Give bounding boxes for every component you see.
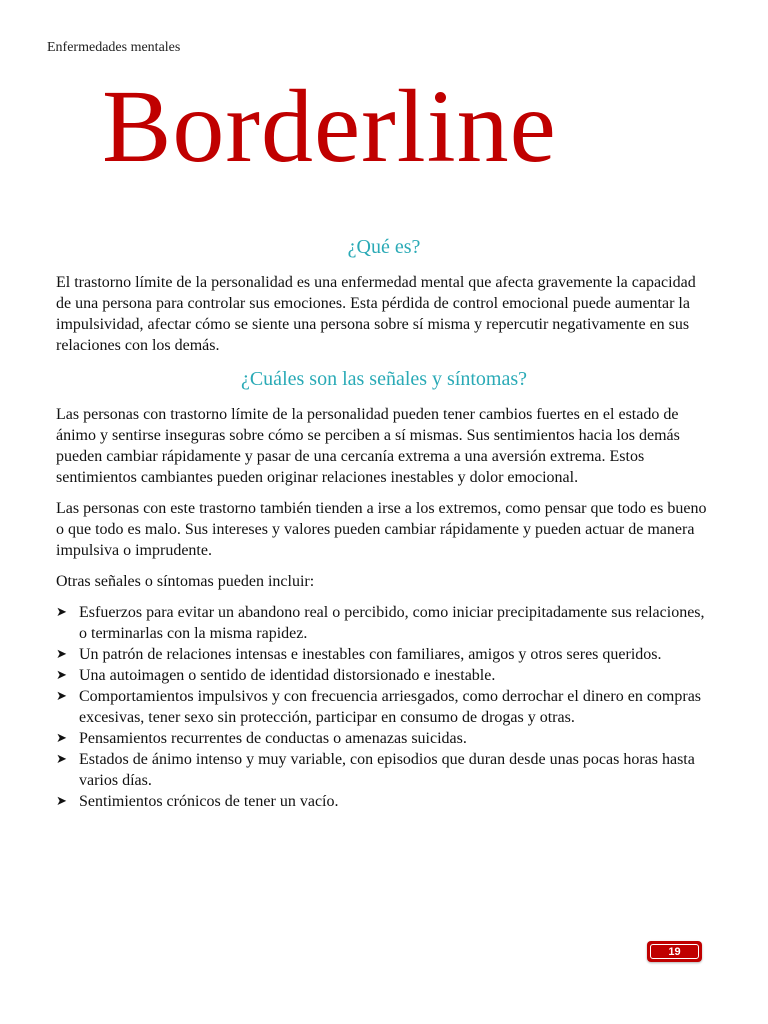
list-item-text: Comportamientos impulsivos y con frecuencia arriesgados, como derrochar el dinero en compras excesivas, tener sexo sin protección, participar en consumo de drogas y otras. (79, 688, 702, 726)
list-item-text: Pensamientos recurrentes de conductas o amenazas suicidas. (79, 730, 467, 747)
list-item (56, 686, 712, 728)
arrowhead-bullet-icon: ➤ (56, 731, 67, 746)
list-item (56, 749, 712, 791)
list-item-text: Sentimientos crónicos de tener un vacío. (79, 793, 339, 810)
running-header: Enfermedades mentales (47, 40, 181, 55)
page-title: Borderline (102, 69, 557, 184)
arrowhead-bullet-icon: ➤ (56, 752, 67, 767)
symptoms-list (56, 602, 712, 812)
list-item-text: Un patrón de relaciones intensas e inestables con familiares, amigos y otros seres queridos. (79, 646, 662, 663)
page-number: 19 (650, 944, 699, 959)
arrowhead-bullet-icon: ➤ (56, 689, 67, 704)
page-number-badge (647, 941, 702, 962)
list-item (56, 728, 712, 749)
list-item (56, 791, 712, 812)
paragraph-extremes: Las personas con este trastorno también tienden a irse a los extremos, como pensar que todo es bueno o que todo es malo. Sus intereses y valores pueden cambiar rápidamente y pueden actuar de manera impulsiva o imprudente. (56, 500, 707, 559)
list-item (56, 665, 712, 686)
main-content (56, 234, 712, 812)
list-item-text: Estados de ánimo intenso y muy variable, con episodios que duran desde unas pocas horas hasta varios días. (79, 751, 695, 789)
paragraph-bullets-intro: Otras señales o síntomas pueden incluir: (56, 573, 315, 590)
arrowhead-bullet-icon: ➤ (56, 605, 67, 620)
list-item (56, 602, 712, 644)
arrowhead-bullet-icon: ➤ (56, 668, 67, 683)
paragraph-definition: El trastorno límite de la personalidad es una enfermedad mental que afecta gravemente la capacidad de una persona para controlar sus emociones. Esta pérdida de control emocional puede aumentar la impulsividad, afectar cómo se siente una persona sobre sí misma y repercutir negativamente en sus relaciones con los demás. (56, 274, 696, 354)
list-item-text: Esfuerzos para evitar un abandono real o percibido, como iniciar precipitadamente sus relaciones, o terminarlas con la misma rapidez. (79, 604, 705, 642)
list-item (56, 644, 712, 665)
section-heading-que-es: ¿Qué es? (347, 236, 421, 258)
arrowhead-bullet-icon: ➤ (56, 794, 67, 809)
list-item-text: Una autoimagen o sentido de identidad distorsionado e inestable. (79, 667, 496, 684)
arrowhead-bullet-icon: ➤ (56, 647, 67, 662)
paragraph-mood-changes: Las personas con trastorno límite de la personalidad pueden tener cambios fuertes en el estado de ánimo y sentirse inseguras sobre cómo se perciben a sí mismas. Sus sentimientos hacia los demás pueden cambiar rápidamente y pasar de una cercanía extrema a una aversión extrema. Estos sentimientos cambiantes pueden originar relaciones inestables y dolor emocional. (56, 406, 680, 486)
section-heading-senales: ¿Cuáles son las señales y síntomas? (240, 368, 528, 390)
